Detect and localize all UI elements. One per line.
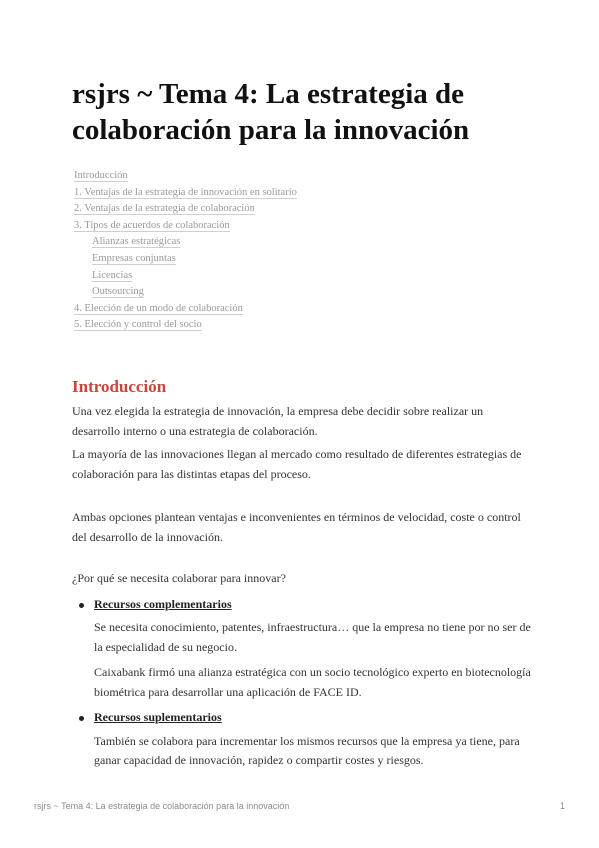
list-item-text: Se necesita conocimiento, patentes, infraestructura… que la empresa no tiene por no ser de la especialidad de su negocio. [94, 620, 531, 654]
bullet-icon [79, 603, 84, 608]
question-text: ¿Por qué se necesita colaborar para innovar? [72, 571, 286, 585]
toc-item[interactable] [74, 301, 297, 318]
toc-link-ventajas-solitario[interactable]: 1. Ventajas de la estrategia de innovación en solitario [74, 186, 297, 198]
toc-link-empresas-conjuntas[interactable]: Empresas conjuntas [92, 252, 176, 264]
toc-link-tipos-acuerdos[interactable]: 3. Tipos de acuerdos de colaboración [74, 219, 230, 231]
bullet-icon [79, 716, 84, 721]
list-item-heading: Recursos complementarios [94, 596, 232, 611]
toc-link-eleccion-modo[interactable]: 4. Elección de un modo de colaboración [74, 302, 243, 314]
toc-subitem[interactable] [74, 268, 297, 285]
list-item-text: Caixabank firmó una alianza estratégica con un socio tecnológico experto en biotecnología biométrica para desarrollar una aplicación de FACE ID. [94, 665, 531, 699]
toc-link-licencias[interactable]: Licencias [92, 269, 133, 281]
reasons-list [72, 595, 532, 771]
paragraph: La mayoría de las innovaciones llegan al mercado como resultado de diferentes estrategias de colaboración para las distintas etapas del proceso. [72, 447, 522, 481]
footer-title: rsjrs ~ Tema 4: La estrategia de colaboración para la innovación [34, 801, 290, 811]
list-item-heading: Recursos suplementarios [94, 710, 222, 724]
toc-link-alianzas[interactable]: Alianzas estratégicas [92, 236, 181, 248]
toc-subitem[interactable] [74, 234, 297, 251]
list-item [94, 708, 532, 771]
page-number: 1 [559, 801, 565, 811]
paragraph: Una vez elegida la estrategia de innovación, la empresa debe decidir sobre realizar un desarrollo interno o una estrategia de colaboración. [72, 404, 484, 438]
toc-link-ventajas-colaboracion[interactable]: 2. Ventajas de la estrategia de colaboración [74, 203, 255, 215]
toc-link-outsourcing[interactable]: Outsourcing [92, 286, 144, 298]
toc-item[interactable] [74, 168, 297, 185]
list-item-text: También se colabora para incrementar los mismos recursos que la empresa ya tiene, para ganar capacidad de innovación, rapidez o compartir costes y riesgos. [94, 733, 520, 767]
toc-link-eleccion-socio[interactable]: 5. Elección y control del socio [74, 319, 202, 331]
page-footer [34, 801, 565, 811]
toc-link-introduccion[interactable]: Introducción [74, 170, 128, 181]
table-of-contents [74, 168, 297, 334]
toc-item[interactable] [74, 185, 297, 202]
section-body [72, 402, 532, 777]
section-heading-introduccion: Introducción [72, 377, 167, 396]
list-item [94, 595, 532, 703]
paragraph: Ambas opciones plantean ventajas e inconvenientes en términos de velocidad, coste o control del desarrollo de la innovación. [72, 510, 521, 544]
document-title: rsjrs ~ Tema 4: La estrategia de colaboración para la innovación [72, 78, 470, 146]
toc-item[interactable] [74, 201, 297, 218]
toc-item[interactable] [74, 317, 297, 334]
toc-subitem[interactable] [74, 284, 297, 301]
toc-subitem[interactable] [74, 251, 297, 268]
toc-item[interactable] [74, 218, 297, 235]
